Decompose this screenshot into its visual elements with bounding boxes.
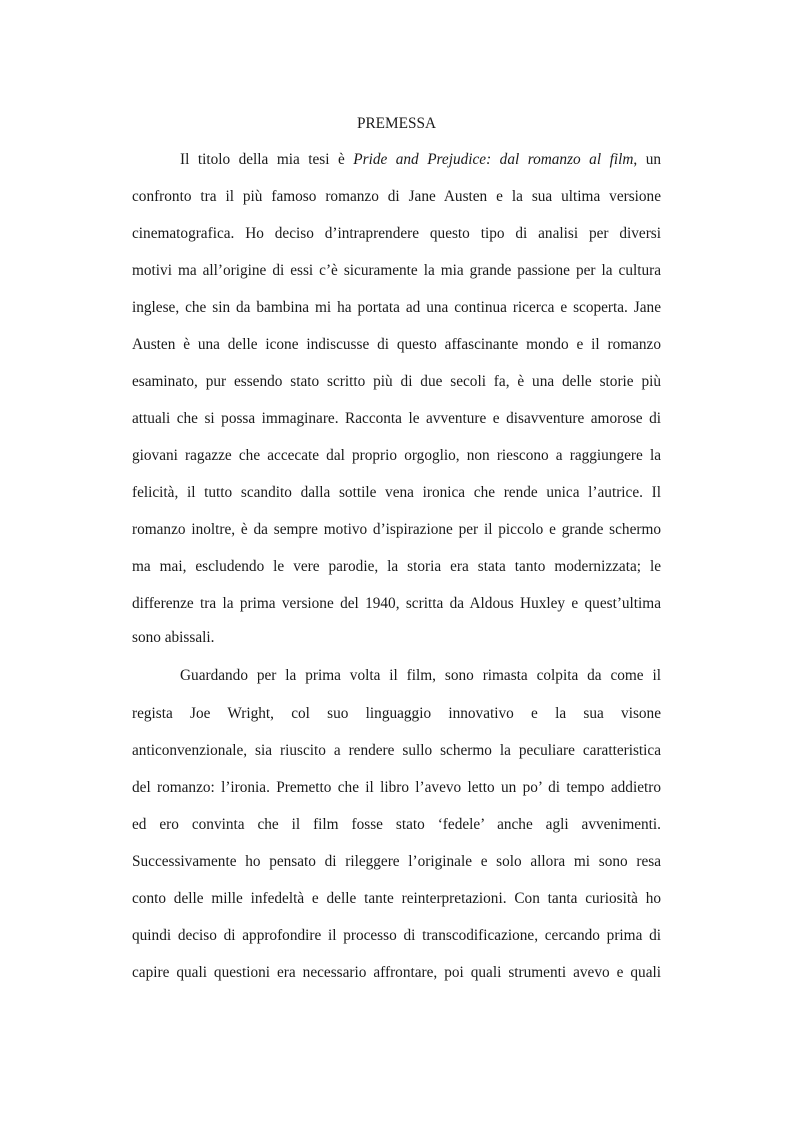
thesis-title-italic: Pride and Prejudice: dal romanzo al film bbox=[353, 151, 634, 168]
paragraph-line: regista Joe Wright, col suo linguaggio innovativo e la sua visone bbox=[132, 705, 661, 722]
paragraph-line: ma mai, escludendo le vere parodie, la storia era stata tanto modernizzata; le bbox=[132, 558, 661, 575]
paragraph-line: romanzo inoltre, è da sempre motivo d’ispirazione per il piccolo e grande schermo bbox=[132, 521, 661, 538]
paragraph-line: Guardando per la prima volta il film, sono rimasta colpita da come il bbox=[180, 667, 661, 684]
paragraph-line: anticonvenzionale, sia riuscito a rendere sullo schermo la peculiare caratteristica bbox=[132, 742, 661, 759]
paragraph-line: inglese, che sin da bambina mi ha portata ad una continua ricerca e scoperta. Jane bbox=[132, 299, 661, 316]
paragraph-line: conto delle mille infedeltà e delle tante reinterpretazioni. Con tanta curiosità ho bbox=[132, 890, 661, 907]
paragraph-line: quindi deciso di approfondire il processo di transcodificazione, cercando prima di bbox=[132, 927, 661, 944]
paragraph-line: giovani ragazze che accecate dal proprio orgoglio, non riescono a raggiungere la bbox=[132, 447, 661, 464]
paragraph-line: ed ero convinta che il film fosse stato ‘fedele’ anche agli avvenimenti. bbox=[132, 816, 661, 833]
paragraph-line: capire quali questioni era necessario affrontare, poi quali strumenti avevo e quali bbox=[132, 964, 661, 981]
page-title: PREMESSA bbox=[356, 115, 437, 132]
paragraph-line: Austen è una delle icone indiscusse di questo affascinante mondo e il romanzo bbox=[132, 336, 661, 353]
paragraph-line: confronto tra il più famoso romanzo di Jane Austen e la sua ultima versione bbox=[132, 188, 661, 205]
paragraph-line: motivi ma all’origine di essi c’è sicuramente la mia grande passione per la cultura bbox=[132, 262, 661, 279]
paragraph-line: Il titolo della mia tesi è Pride and Prejudice: dal romanzo al film, un bbox=[180, 151, 661, 168]
paragraph-line: cinematografica. Ho deciso d’intraprendere questo tipo di analisi per diversi bbox=[132, 225, 661, 242]
paragraph-line: esaminato, pur essendo stato scritto più di due secoli fa, è una delle storie più bbox=[132, 373, 661, 390]
paragraph-line: sono abissali. bbox=[132, 629, 215, 646]
paragraph-line: Successivamente ho pensato di rileggere l’originale e solo allora mi sono resa bbox=[132, 853, 661, 870]
paragraph-line: felicità, il tutto scandito dalla sottile vena ironica che rende unica l’autrice. Il bbox=[132, 484, 661, 501]
paragraph-line: attuali che si possa immaginare. Racconta le avventure e disavventure amorose di bbox=[132, 410, 661, 427]
paragraph-line: differenze tra la prima versione del 1940, scritta da Aldous Huxley e quest’ultima bbox=[132, 595, 661, 612]
paragraph-line: del romanzo: l’ironia. Premetto che il libro l’avevo letto un po’ di tempo addietro bbox=[132, 779, 661, 796]
